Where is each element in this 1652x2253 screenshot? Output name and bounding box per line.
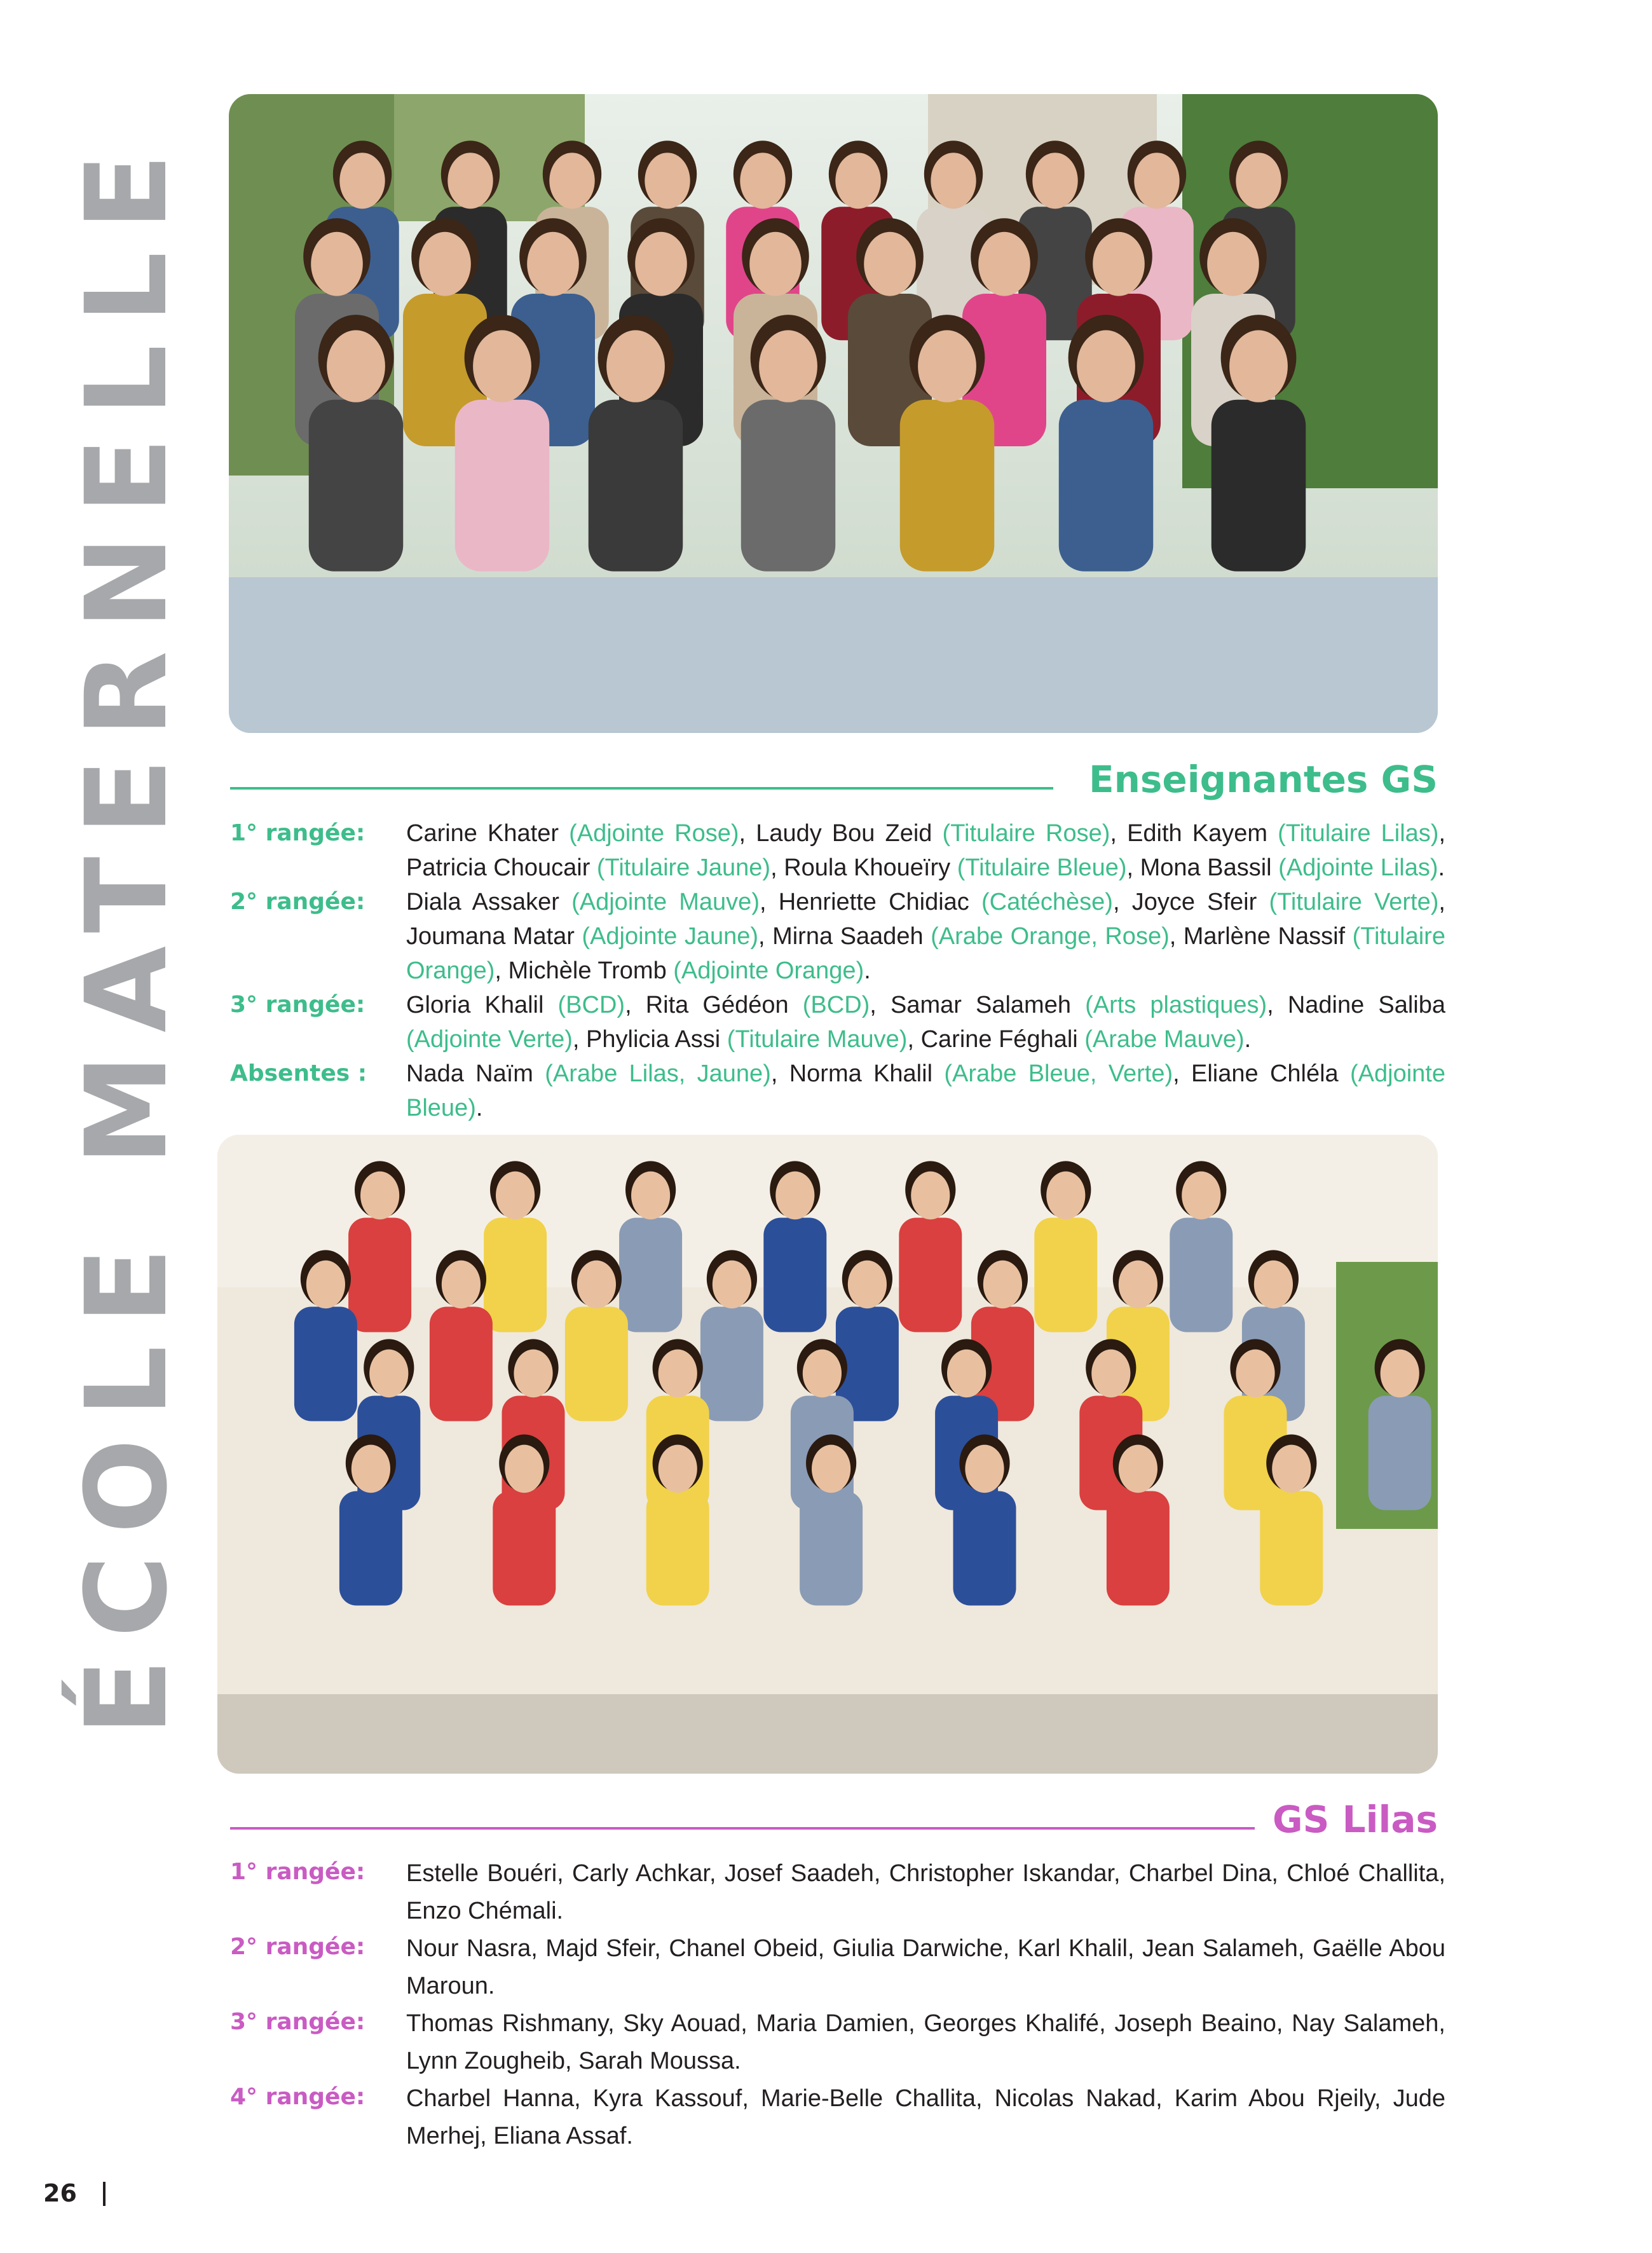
class-section-header: [230, 1790, 1438, 1841]
person-role: (Arabe Orange, Rose): [931, 923, 1170, 950]
row-names: Estelle Bouéri, Carly Achkar, Josef Saadeh, Christopher Iskandar, Charbel Dina, Chloé Challita, Enzo Chémali.: [406, 1860, 1445, 1924]
person-role: (Titulaire Bleue): [957, 854, 1127, 881]
person-role: (Arabe Lilas, Jaune): [545, 1060, 771, 1087]
class-group-photo: [217, 1135, 1438, 1774]
row-label: 3° rangée:: [230, 992, 365, 1018]
person-role: (Arts plastiques): [1085, 992, 1267, 1018]
row-names: Nour Nasra, Majd Sfeir, Chanel Obeid, Giulia Darwiche, Karl Khalil, Jean Salameh, Gaëlle Abou Maroun.: [406, 1935, 1445, 1999]
person-name: Roula Khoueïry: [784, 854, 957, 881]
caption-row: [230, 885, 1445, 988]
person-role: (Adjointe Verte): [406, 1026, 573, 1053]
row-label: 1° rangée:: [230, 820, 365, 846]
row-names: Carine Khater (Adjointe Rose), Laudy Bou Zeid (Titulaire Rose), Edith Kayem (Titulaire Lilas), Patricia Choucair (Titulaire Jaune), Roula Khoueïry (Titulaire Bleue), Mona Bassil (Adjointe Lilas).: [406, 820, 1445, 881]
person-name: Carine Khater: [406, 820, 570, 847]
caption-row: [230, 1057, 1445, 1125]
teachers-header-rule: [230, 787, 1053, 790]
teachers-group-photo: [229, 94, 1438, 733]
class-header-rule: [230, 1827, 1255, 1830]
person-name: Nada Naïm: [406, 1060, 545, 1087]
person-name: Michèle Tromb: [508, 957, 674, 984]
row-label: 2° rangée:: [230, 1934, 365, 1960]
row-label: 1° rangée:: [230, 1859, 365, 1885]
person-name: Carine Féghali: [920, 1026, 1085, 1053]
class-caption: [230, 1855, 1445, 2155]
person-name: Eliane Chléla: [1191, 1060, 1351, 1087]
person-name: Joumana Matar: [406, 923, 582, 950]
person-name: Mirna Saadeh: [772, 923, 931, 950]
side-title: ÉCOLE MATERNELLE: [62, 132, 192, 1736]
row-names: Gloria Khalil (BCD), Rita Gédéon (BCD), Samar Salameh (Arts plastiques), Nadine Saliba (Adjointe Verte), Phylicia Assi (Titulaire Mauve), Carine Féghali (Arabe Mauve).: [406, 992, 1445, 1053]
teachers-section-header: [230, 750, 1438, 801]
caption-row: [230, 1930, 1445, 2005]
person-role: (Arabe Mauve): [1084, 1026, 1245, 1053]
row-label: 4° rangée:: [230, 2084, 365, 2110]
class-section-title: GS Lilas: [1273, 1798, 1438, 1841]
person-name: Rita Gédéon: [645, 992, 803, 1018]
row-label: Absentes :: [230, 1060, 367, 1086]
person-name: Joyce Sfeir: [1131, 889, 1269, 915]
person-role: (Adjointe Mauve): [571, 889, 760, 915]
person-role: (Titulaire Lilas): [1278, 820, 1439, 847]
row-names: Nada Naïm (Arabe Lilas, Jaune), Norma Khalil (Arabe Bleue, Verte), Eliane Chléla (Adjointe Bleue).: [406, 1060, 1445, 1121]
row-names: Diala Assaker (Adjointe Mauve), Henriette Chidiac (Catéchèse), Joyce Sfeir (Titulaire Verte), Joumana Matar (Adjointe Jaune), Mirna Saadeh (Arabe Orange, Rose), Marlène Nassif (Titulaire Orange), Michèle Tromb (Adjointe Orange).: [406, 889, 1445, 984]
teachers-caption: [230, 816, 1445, 1125]
caption-row: [230, 2005, 1445, 2080]
person-role: (Catéchèse): [981, 889, 1113, 915]
caption-row: [230, 2080, 1445, 2155]
person-name: Phylicia Assi: [586, 1026, 727, 1053]
person-name: Henriette Chidiac: [778, 889, 981, 915]
person-name: Mona Bassil: [1140, 854, 1279, 881]
person-name: Nadine Saliba: [1287, 992, 1445, 1018]
person-name: Diala Assaker: [406, 889, 572, 915]
person-name: Samar Salameh: [890, 992, 1086, 1018]
person-name: Norma Khalil: [789, 1060, 945, 1087]
person-role: (Adjointe Jaune): [582, 923, 759, 950]
person-role: (Titulaire Orange): [406, 923, 1445, 984]
person-name: Laudy Bou Zeid: [756, 820, 943, 847]
caption-row: [230, 1855, 1445, 1930]
person-name: Edith Kayem: [1127, 820, 1278, 847]
person-role: (Titulaire Mauve): [727, 1026, 908, 1053]
row-label: 2° rangée:: [230, 889, 365, 915]
row-names: Charbel Hanna, Kyra Kassouf, Marie-Belle Challita, Nicolas Nakad, Karim Abou Rjeily, Jude Merhej, Eliana Assaf.: [406, 2085, 1445, 2149]
person-name: Patricia Choucair: [406, 854, 597, 881]
person-role: (Adjointe Rose): [569, 820, 739, 847]
caption-row: [230, 988, 1445, 1057]
person-role: (Adjointe Lilas): [1278, 854, 1438, 881]
person-role: (Adjointe Orange): [673, 957, 864, 984]
person-role: (BCD): [557, 992, 625, 1018]
person-role: (Arabe Bleue, Verte): [944, 1060, 1173, 1087]
page-number: 26: [43, 2179, 77, 2207]
person-role: (Adjointe Bleue): [406, 1060, 1445, 1121]
person-role: (Titulaire Verte): [1269, 889, 1439, 915]
person-role: (BCD): [802, 992, 870, 1018]
person-name: Gloria Khalil: [406, 992, 558, 1018]
caption-row: [230, 816, 1445, 885]
row-label: 3° rangée:: [230, 2009, 365, 2035]
teachers-section-title: Enseignantes GS: [1088, 758, 1438, 801]
page-number-divider: [103, 2182, 106, 2206]
person-role: (Titulaire Rose): [942, 820, 1110, 847]
person-name: Marlène Nassif: [1183, 923, 1353, 950]
row-names: Thomas Rishmany, Sky Aouad, Maria Damien, Georges Khalifé, Joseph Beaino, Nay Salameh, Lynn Zougheib, Sarah Moussa.: [406, 2010, 1445, 2074]
person-role: (Titulaire Jaune): [596, 854, 771, 881]
